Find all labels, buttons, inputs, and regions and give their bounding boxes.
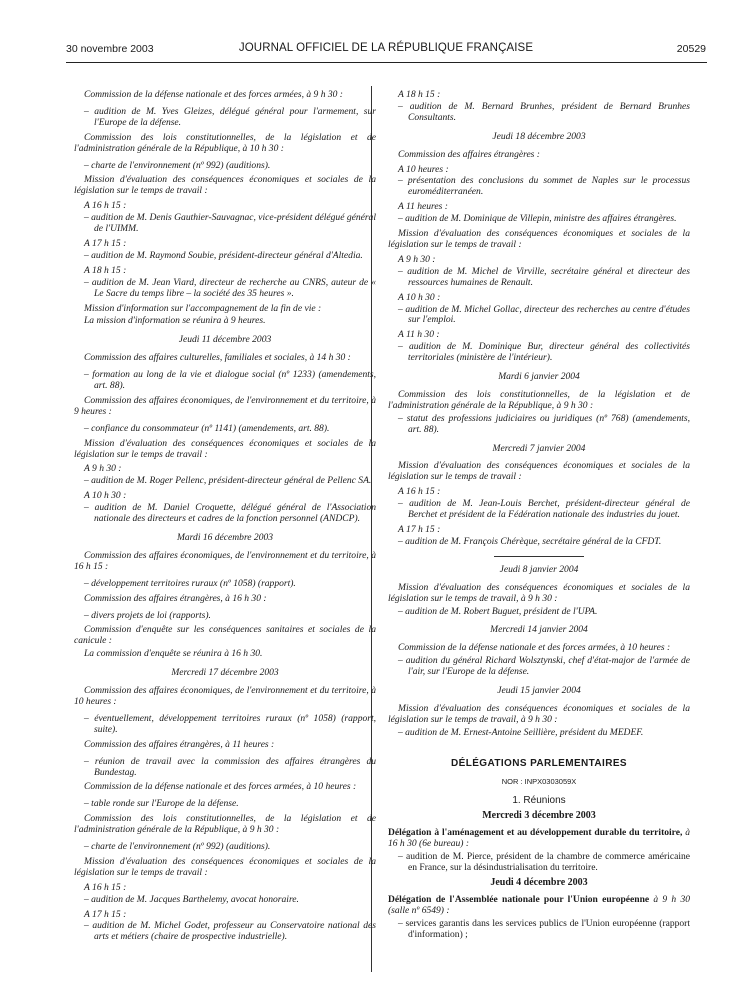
paragraph: Commission des affaires étrangères : bbox=[398, 148, 540, 160]
delegation-name: Délégation de l'Assemblée nationale pour l'Union européenne bbox=[388, 893, 650, 905]
paragraph: Mission d'évaluation des conséquences économiques et sociales de la législation sur le temps de travail : bbox=[74, 437, 376, 460]
delegation-time: à 9 h 30 (salle nº 6549) : bbox=[388, 893, 691, 916]
list-item: – audition de M. François Chérèque, secrétaire général de la CFDT. bbox=[398, 535, 662, 547]
list-item: – éventuellement, développement territoires ruraux (nº 1058) (rapport, suite). bbox=[84, 712, 376, 735]
paragraph: Commission des affaires culturelles, familiales et sociales, à 14 h 30 : bbox=[84, 352, 351, 364]
list-item: – réunion de travail avec la commission des affaires étrangères du Bundestag. bbox=[84, 755, 376, 778]
paragraph: Mission d'évaluation des conséquences économiques et sociales de la législation sur le temps de travail : bbox=[74, 855, 376, 878]
paragraph: Commission des affaires économiques, de l'environnement et du territoire, à 10 heures : bbox=[74, 685, 376, 707]
page-number: 20529 bbox=[676, 43, 706, 55]
day-heading: Mardi 16 décembre 2003 bbox=[176, 532, 274, 543]
list-item: – statut des professions judiciaires ou juridiques (nº 768) (amendements, art. 88). bbox=[398, 412, 690, 435]
list-item: – charte de l'environnement (nº 992) (auditions). bbox=[84, 841, 271, 853]
paragraph: La commission d'enquête se réunira à 16 h 30. bbox=[84, 648, 263, 660]
day-heading: Jeudi 18 décembre 2003 bbox=[492, 130, 586, 142]
right-column bbox=[388, 90, 690, 944]
list-item: – audition de M. Ernest-Antoine Seillière, président du MEDEF. bbox=[398, 726, 644, 738]
list-item: – audition de M. Jacques Barthelemy, avocat honoraire. bbox=[84, 893, 299, 905]
list-item: – développement territoires ruraux (nº 1058) (rapport). bbox=[84, 577, 296, 589]
paragraph: Commission d'enquête sur les conséquences sanitaires et sociales de la canicule : bbox=[74, 624, 376, 647]
paragraph: Commission des affaires étrangères, à 16 h 30 : bbox=[84, 592, 267, 604]
day-heading: Jeudi 8 janvier 2004 bbox=[499, 563, 579, 575]
paragraph: Mission d'évaluation des conséquences économiques et sociales de la législation sur le temps de travail : bbox=[74, 174, 376, 197]
time-label: A 16 h 15 : bbox=[84, 200, 127, 212]
journal-title: JOURNAL OFFICIEL DE LA RÉPUBLIQUE FRANÇAISE bbox=[238, 42, 534, 54]
paragraph: Commission de la défense nationale et des forces armées, à 10 heures : bbox=[398, 642, 671, 654]
list-item: – audition de M. Dominique Bur, directeur général des collectivités territoriales (ministère de l'intérieur). bbox=[398, 341, 690, 364]
paragraph: Mission d'évaluation des conséquences économiques et sociales de la législation sur le temps de travail, à 9 h 30 : bbox=[388, 702, 690, 725]
paragraph: Commission des lois constitutionnelles, de la législation et de l'administration générale de la République, à 10 h 30 : bbox=[74, 131, 376, 154]
paragraph: Commission des affaires étrangères, à 11 heures : bbox=[84, 738, 275, 750]
nor-reference: NOR : INPX0303059X bbox=[501, 776, 577, 786]
time-label: A 17 h 15 : bbox=[398, 524, 441, 535]
day-heading: Mardi 6 janvier 2004 bbox=[498, 371, 580, 383]
time-label: A 17 h 15 : bbox=[84, 237, 127, 249]
time-label: A 11 h 30 : bbox=[398, 329, 440, 341]
paragraph: Mission d'information sur l'accompagnement de la fin de vie : bbox=[84, 302, 322, 314]
section-heading: DÉLÉGATIONS PARLEMENTAIRES bbox=[451, 757, 627, 769]
list-item: – audition de M. Michel de Virville, secrétaire général et directeur des ressources humaines de Renault. bbox=[398, 265, 690, 288]
list-item: – table ronde sur l'Europe de la défense. bbox=[84, 798, 239, 810]
paragraph: Mission d'évaluation des conséquences économiques et sociales de la législation sur le temps de travail : bbox=[388, 228, 690, 250]
list-item: – audition de M. Raymond Soubie, président-directeur général d'Altedia. bbox=[84, 249, 363, 261]
list-item: – charte de l'environnement (nº 992) (auditions). bbox=[84, 159, 271, 171]
page-header bbox=[66, 41, 706, 57]
day-heading: Jeudi 11 décembre 2003 bbox=[178, 334, 272, 346]
list-item: – audition de M. Robert Buguet, président de l'UPA. bbox=[398, 605, 598, 617]
time-label: A 9 h 30 : bbox=[398, 253, 436, 265]
time-label: A 16 h 15 : bbox=[84, 881, 127, 893]
list-item: – formation au long de la vie et dialogue social (nº 1233) (amendements, art. 88). bbox=[84, 369, 376, 392]
bold-day-heading: Jeudi 4 décembre 2003 bbox=[490, 876, 588, 888]
paragraph: Commission des lois constitutionnelles, de la législation et de l'administration générale de la République, à 9 h 30 : bbox=[388, 388, 690, 411]
time-label: A 10 h 30 : bbox=[84, 490, 127, 502]
delegation-paragraph bbox=[388, 828, 690, 850]
paragraph: Commission de la défense nationale et des forces armées, à 9 h 30 : bbox=[84, 89, 343, 100]
time-label: A 18 h 15 : bbox=[398, 89, 441, 100]
time-label: A 16 h 15 : bbox=[398, 486, 441, 498]
paragraph: Commission des affaires économiques, de l'environnement et du territoire, à 9 heures : bbox=[74, 394, 376, 417]
header-date: 30 novembre 2003 bbox=[66, 43, 154, 55]
delegation-name: Délégation à l'aménagement et au développement durable du territoire, bbox=[388, 827, 683, 839]
header-rule bbox=[66, 62, 707, 63]
list-item: – audition de M. Jean-Louis Berchet, président-directeur général de Berchet et président de la Fédération nationale des industries du jouet. bbox=[398, 498, 690, 521]
time-label: A 17 h 15 : bbox=[84, 908, 127, 920]
day-heading: Mercredi 7 janvier 2004 bbox=[492, 442, 586, 454]
list-item: – audition de M. Dominique de Villepin, ministre des affaires étrangères. bbox=[398, 213, 677, 225]
list-item: – audition de M. Daniel Croquette, délégué général de l'Association nationale des directeurs et cadres de la fonction personnel (ANDCP). bbox=[84, 502, 376, 525]
delegation-time: à 16 h 30 (6e bureau) : bbox=[388, 827, 690, 850]
list-item: – audition de M. Roger Pellenc, président-directeur général de Pellenc SA. bbox=[84, 475, 372, 487]
list-item: – audition de M. Bernard Brunhes, président de Bernard Brunhes Consultants. bbox=[398, 100, 690, 123]
section-rule bbox=[494, 556, 584, 557]
paragraph: Commission des lois constitutionnelles, de la législation et de l'administration générale de la République, à 9 h 30 : bbox=[74, 813, 376, 836]
time-label: A 9 h 30 : bbox=[84, 463, 122, 475]
list-item: – audition de M. Jean Viard, directeur de recherche au CNRS, auteur de « Le Sacre du temps libre – la société des 35 heures ». bbox=[84, 276, 376, 299]
day-heading: Mercredi 17 décembre 2003 bbox=[171, 667, 279, 679]
list-item: – audition de M. Michel Godet, professeur au Conservatoire national des arts et métiers (chaire de prospective industrielle). bbox=[84, 920, 376, 943]
paragraph: Mission d'évaluation des conséquences économiques et sociales de la législation sur le temps de travail : bbox=[388, 460, 690, 483]
left-column bbox=[74, 90, 376, 947]
paragraph: Commission de la défense nationale et des forces armées, à 10 heures : bbox=[84, 781, 357, 793]
paragraph: Commission des affaires économiques, de l'environnement et du territoire, à 16 h 15 : bbox=[74, 549, 376, 572]
time-label: A 10 heures : bbox=[398, 163, 449, 175]
subsection-heading: 1. Réunions bbox=[512, 794, 566, 806]
list-item: – services garantis dans les services publics de l'Union européenne (rapport d'information) ; bbox=[398, 917, 690, 940]
bold-day-heading: Mercredi 3 décembre 2003 bbox=[482, 810, 596, 822]
day-heading: Jeudi 15 janvier 2004 bbox=[497, 685, 581, 697]
time-label: A 10 h 30 : bbox=[398, 291, 441, 303]
list-item: – audition de M. Michel Gollac, directeur des recherches au centre d'études sur l'emploi. bbox=[398, 303, 690, 326]
time-label: A 18 h 15 : bbox=[84, 264, 127, 276]
day-heading: Mercredi 14 janvier 2004 bbox=[490, 624, 588, 636]
list-item: – présentation des conclusions du sommet de Naples sur le processus euroméditerranéen. bbox=[398, 175, 690, 198]
list-item: – audition de M. Pierce, président de la chambre de commerce américaine en France, sur la désindustrialisation du territoire. bbox=[398, 851, 690, 874]
delegation-paragraph bbox=[388, 895, 690, 917]
list-item: – audition du général Richard Wolsztynski, chef d'état-major de l'armée de l'air, sur l'Europe de la défense. bbox=[398, 655, 690, 678]
paragraph: La mission d'information se réunira à 9 heures. bbox=[84, 315, 266, 327]
list-item: – confiance du consommateur (nº 1141) (amendements, art. 88). bbox=[84, 422, 330, 434]
list-item: – audition de M. Denis Gauthier-Sauvagnac, vice-président délégué général de l'UIMM. bbox=[84, 212, 376, 235]
list-item: – divers projets de loi (rapports). bbox=[84, 609, 211, 621]
paragraph: Mission d'évaluation des conséquences économiques et sociales de la législation sur le temps de travail, à 9 h 30 : bbox=[388, 581, 690, 604]
time-label: A 11 heures : bbox=[398, 201, 448, 213]
list-item: – audition de M. Yves Gleizes, délégué général pour l'armement, sur l'Europe de la défense. bbox=[84, 105, 376, 128]
